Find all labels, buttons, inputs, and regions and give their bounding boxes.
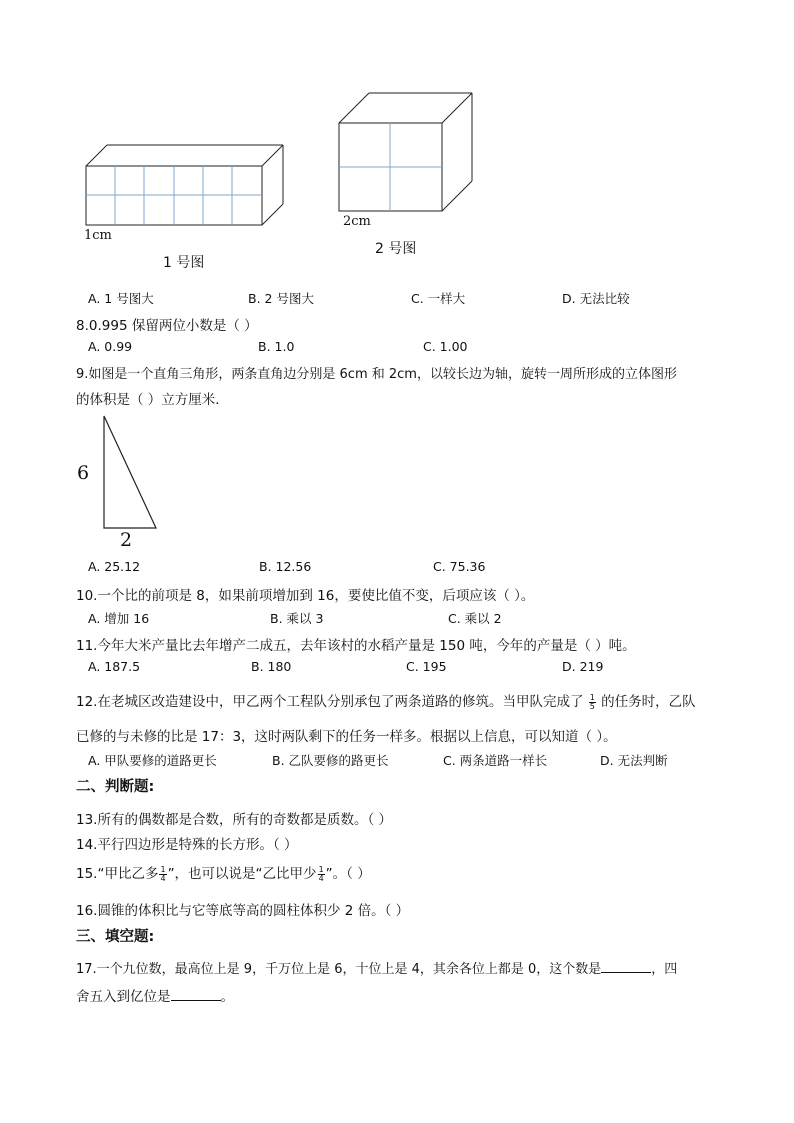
q15-fraction-1-numerator: 1	[160, 864, 166, 874]
q8-option-a[interactable]: A. 0.99	[88, 339, 133, 354]
q7-option-d[interactable]: D. 无法比较	[562, 291, 630, 306]
figure-2-cube	[334, 88, 479, 218]
q15-fraction-1	[159, 866, 166, 883]
q9-question-line-2: 的体积是（ ）立方厘米．	[76, 392, 229, 408]
section-3-heading: 三、填空题:	[76, 929, 155, 945]
q17-text-b: ，四	[651, 962, 678, 977]
q11-option-b[interactable]: B. 180	[251, 659, 292, 674]
triangle-side-label: 6	[77, 462, 90, 484]
q17-text-c: 舍五入到亿位是	[76, 989, 171, 1005]
q12-option-a[interactable]: A. 甲队要修的道路更长	[88, 753, 217, 768]
q12-fraction-denominator: 5	[589, 701, 595, 711]
q17-answer-blank-2[interactable]	[171, 988, 221, 1001]
q15-text-c: ”。（ ）	[325, 866, 371, 882]
q8-option-c[interactable]: C. 1.00	[423, 339, 468, 354]
q11-option-a[interactable]: A. 187.5	[88, 659, 141, 674]
right-triangle-figure	[98, 412, 160, 532]
q17-text-d: 。	[220, 989, 234, 1005]
q16-question: 16.圆锥的体积比与它等底等高的圆柱体积少 2 倍。（ ）	[76, 903, 410, 919]
q15-fraction-2-numerator: 1	[318, 864, 324, 874]
q9-option-b[interactable]: B. 12.56	[259, 559, 312, 574]
q10-option-b[interactable]: B. 乘以 3	[270, 611, 324, 626]
section-2-heading: 二、判断题:	[76, 779, 155, 795]
q11-option-c[interactable]: C. 195	[406, 659, 447, 674]
q12-question-line-1	[76, 690, 696, 711]
q9-option-a[interactable]: A. 25.12	[88, 559, 141, 574]
q15-fraction-2	[318, 866, 325, 883]
triangle-base-label: 2	[120, 529, 133, 551]
q7-option-a[interactable]: A. 1 号图大	[88, 291, 154, 306]
figure-2-caption: 2 号图	[375, 241, 417, 257]
q7-option-c[interactable]: C. 一样大	[411, 291, 466, 306]
figure-1-dimension: 1cm	[84, 228, 112, 243]
q7-option-b[interactable]: B. 2 号图大	[248, 291, 314, 306]
q12-question-line-2: 已修的与未修的比是 17：3，这时两队剩下的任务一样多。根据以上信息，可以知道（ ）。	[76, 729, 617, 745]
q12-option-c[interactable]: C. 两条道路一样长	[443, 753, 548, 768]
q14-question: 14.平行四边形是特殊的长方形。（ ）	[76, 837, 298, 853]
q12-fraction-numerator: 1	[589, 692, 595, 702]
q10-question: 10.一个比的前项是 8，如果前项增加到 16，要使比值不变，后项应该（ ）。	[76, 588, 535, 604]
q15-fraction-1-denominator: 4	[160, 873, 166, 883]
q10-option-c[interactable]: C. 乘以 2	[448, 611, 502, 626]
q11-question: 11.今年大米产量比去年增产二成五，去年该村的水稻产量是 150 吨，今年的产量是（ ）吨。	[76, 638, 636, 654]
q10-option-a[interactable]: A. 增加 16	[88, 611, 150, 626]
q9-question-line-1: 9.如图是一个直角三角形，两条直角边分别是 6cm 和 2cm，以较长边为轴，旋转一周所形成的立体图形	[76, 367, 677, 382]
q17-text-a: 17.一个九位数，最高位上是 9，千万位上是 6，十位上是 4，其余各位上都是 0，这个数是	[76, 962, 602, 977]
q11-option-d[interactable]: D. 219	[562, 659, 604, 674]
q9-option-c[interactable]: C. 75.36	[433, 559, 486, 574]
q15-text-a: 15.“甲比乙多	[76, 866, 159, 882]
q15-question	[76, 862, 371, 883]
q17-question-line-1	[76, 958, 677, 977]
q12-option-b[interactable]: B. 乙队要修的路更长	[272, 753, 389, 768]
q12-fraction	[589, 694, 596, 711]
q12-text-a: 12.在老城区改造建设中，甲乙两个工程队分别承包了两条道路的修筑。当甲队完成了	[76, 694, 584, 710]
q17-answer-blank-1[interactable]	[601, 960, 651, 973]
q17-question-line-2	[76, 985, 234, 1005]
q12-option-d[interactable]: D. 无法判断	[600, 753, 668, 768]
figure-2-dimension: 2cm	[343, 214, 371, 229]
q12-text-b: 的任务时，乙队	[601, 694, 696, 710]
q8-question: 8.0.995 保留两位小数是（ ）	[76, 318, 258, 334]
q15-fraction-2-denominator: 4	[318, 873, 324, 883]
q15-text-b: ”，也可以说是“乙比甲少	[167, 866, 317, 882]
figure-1-cuboid	[80, 140, 300, 235]
figure-1-caption: 1 号图	[163, 255, 205, 271]
q13-question: 13.所有的偶数都是合数，所有的奇数都是质数。（ ）	[76, 812, 393, 828]
q8-option-b[interactable]: B. 1.0	[258, 339, 295, 354]
